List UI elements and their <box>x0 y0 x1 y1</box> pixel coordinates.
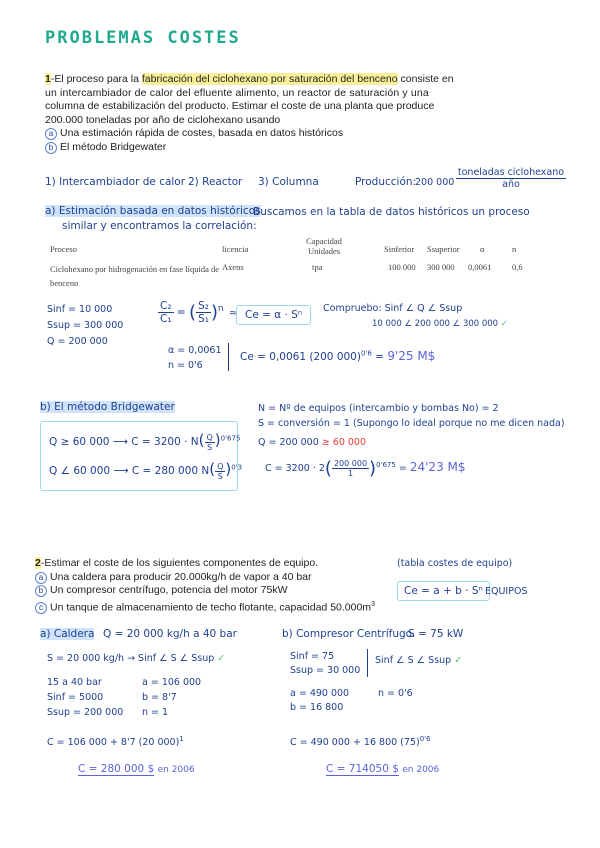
compresor-sinf: Sinf = 75 <box>290 651 335 662</box>
compruebo-label: Compruebo: Sinf ∠ Q ∠ Ssup <box>323 303 463 314</box>
problem-1-option-a: a Una estimación rápida de costes, basada en datos históricos <box>45 127 455 141</box>
part-b-calculation: C = 3200 · 2( $\frac{200 000}{1}$ )$^{0'675}$ = 24'23 M$ <box>265 458 466 479</box>
alpha-value: α = 0,0061 <box>168 345 222 356</box>
compresor-calculation: C = 490 000 + 16 800 $(75)^{0'6}$ <box>290 735 431 749</box>
check-icon: ✓ <box>454 655 463 666</box>
part-a-text-1: Buscamos en la tabla de datos históricos un proceso <box>253 206 530 218</box>
td-licencia: Axens <box>222 262 244 272</box>
problem-1-line-4: 200.000 toneladas por año de ciclohexano usando <box>45 113 281 126</box>
compresor-heading: b) Compresor Centrífugo. <box>282 628 416 640</box>
compruebo-values: 10 000 ∠ 200 000 ∠ 300 000 ✓ <box>372 319 508 329</box>
correlation-formula-box: Ce = α · Sⁿ <box>236 305 311 325</box>
compresor-n: n = 0'6 <box>378 688 413 699</box>
equip-1: 1) Intercambiador de calor <box>45 176 186 188</box>
q-value: Q = 200 000 <box>47 336 108 347</box>
compresor-a: a = 490 000 <box>290 688 350 699</box>
part-b-result: 24'23 M$ <box>409 460 466 474</box>
td-alpha: 0,0061 <box>468 262 492 272</box>
part-a-calculation: Ce = 0,0061 (200 000)$^{0'6}$ = 9'25 M$ <box>240 349 436 363</box>
th-licencia: licencia <box>222 244 249 254</box>
problem-1-line-1: 1-El proceso para la fabricación del ciclohexano por saturación del benceno consiste en <box>45 73 454 85</box>
caldera-ssup: Ssup = 200 000 <box>47 707 124 718</box>
th-alpha: α <box>480 244 485 254</box>
compresor-result: C = 714050 $ en 2006 <box>326 763 440 775</box>
problem-number: 2 <box>35 557 41 569</box>
separator <box>228 343 229 371</box>
caldera-s: S = 20 000 kg/h → Sinf ∠ S ∠ Ssup ✓ <box>47 653 226 664</box>
historical-table <box>50 236 530 291</box>
td-proceso: Ciclohexano por hidrogenación en fase líquida de benceno <box>50 264 219 288</box>
td-sinf: 100 000 <box>388 262 416 272</box>
problem-1-statement <box>45 73 455 154</box>
equipos-label: EQUIPOS <box>485 586 528 597</box>
ssup-value: Ssup = 300 000 <box>47 320 124 331</box>
problem-number: 1 <box>45 73 51 85</box>
caldera-sinf: Sinf = 5000 <box>47 692 104 703</box>
compresor-s: S = 75 kW <box>408 628 464 640</box>
bridgewater-rules-box <box>40 421 243 491</box>
caldera-a: a = 106 000 <box>142 677 202 688</box>
compresor-cond: Sinf ∠ S ∠ Ssup ✓ <box>375 655 463 666</box>
part-a-text-2: similar y encontramos la correlación: <box>62 220 257 232</box>
ratio-formula: $\frac{\text{C₂}}{\text{C₁}}$ = ( $\frac{\text{S₂}}{\text{S₁}}$ )$^n$ ≈ <box>160 300 238 325</box>
production-label: Producción: <box>355 176 417 188</box>
s-definition: S = conversión = 1 (Supongo lo ideal porque no me dicen nada) <box>258 418 565 429</box>
equipment-formula-box: Ce = a + b · Sⁿ <box>397 581 490 601</box>
production-unit: toneladas ciclohexano año <box>457 167 565 190</box>
equip-2: 2) Reactor <box>188 176 243 188</box>
q-check: Q = 200 000 ≥ 60 000 <box>258 437 367 448</box>
problem-1-line-3: columna de estabilización del producto. Estimar el coste de una planta que produce <box>45 100 435 112</box>
rule-1: Q ≥ 60 000 ⟶ C = 3200 · N( $\frac{Q}{S}$ )$^{0'675}$ <box>49 431 241 452</box>
th-proceso: Proceso <box>50 244 77 254</box>
compresor-ssup: Ssup = 30 000 <box>290 665 361 676</box>
part-a-result: 9'25 M$ <box>387 349 436 363</box>
equipment-table-note: (tabla costes de equipo) <box>397 558 513 569</box>
page-title: PROBLEMAS COSTES <box>45 28 241 48</box>
problem-1-line-2: un intercambiador de calor del efluente alimento, un reactor de saturación y una <box>45 86 429 99</box>
rule-2: Q ∠ 60 000 ⟶ C = 280 000 N( $\frac{Q}{S}$ )$^{0'3}$ <box>49 460 243 481</box>
th-n: n <box>512 244 517 254</box>
td-unidades: tpa <box>312 262 323 272</box>
n-value: n = 0'6 <box>168 360 203 371</box>
td-n: 0,6 <box>512 262 523 272</box>
caldera-n: n = 1 <box>142 707 169 718</box>
caldera-q: Q = 20 000 kg/h a 40 bar <box>103 628 237 640</box>
problem-2-statement: 2-Estimar el coste de los siguientes componentes de equipo. a Una caldera para producir 20.000kg/h de vapor a 40 bar b Un compresor centrífugo, potencia del motor 75kW c Un tanque de almacenamiento de techo flotante, capacidad $50.000m^3$ <box>35 557 375 613</box>
part-a-heading: a) Estimación basada en datos históricos <box>45 205 261 217</box>
check-icon: ✓ <box>217 653 226 664</box>
caldera-heading: a) Caldera <box>40 628 95 640</box>
th-ssuperior: Ssuperior <box>427 244 460 254</box>
sinf-value: Sinf = 10 000 <box>47 304 113 315</box>
equip-3: 3) Columna <box>258 176 319 188</box>
highlighted-process: fabricación del ciclohexano por saturación del benceno <box>141 73 398 85</box>
production-value: 200 000 <box>415 177 455 188</box>
problem-1-option-b: b El método Bridgewater <box>45 141 455 155</box>
check-icon: ✓ <box>500 319 508 329</box>
caldera-range: 15 a 40 bar <box>47 677 102 688</box>
caldera-result: C = 280 000 $ en 2006 <box>78 763 195 775</box>
caldera-calculation: C = 106 000 + 8'7 (20 000)$^1$ <box>47 735 184 749</box>
option-a-marker: a <box>45 128 57 140</box>
compresor-b: b = 16 800 <box>290 702 344 713</box>
th-capacidad: Capacidad Unidades <box>306 236 342 256</box>
part-b-heading: b) El método Bridgewater <box>40 401 175 413</box>
separator <box>367 649 368 677</box>
th-sinferior: Sinferior <box>384 244 415 254</box>
td-ssup: 300 000 <box>427 262 455 272</box>
n-definition: N = Nº de equipos (intercambio y bombas No) = 2 <box>258 403 499 414</box>
caldera-b: b = 8'7 <box>142 692 177 703</box>
option-b-marker: b <box>45 142 57 154</box>
